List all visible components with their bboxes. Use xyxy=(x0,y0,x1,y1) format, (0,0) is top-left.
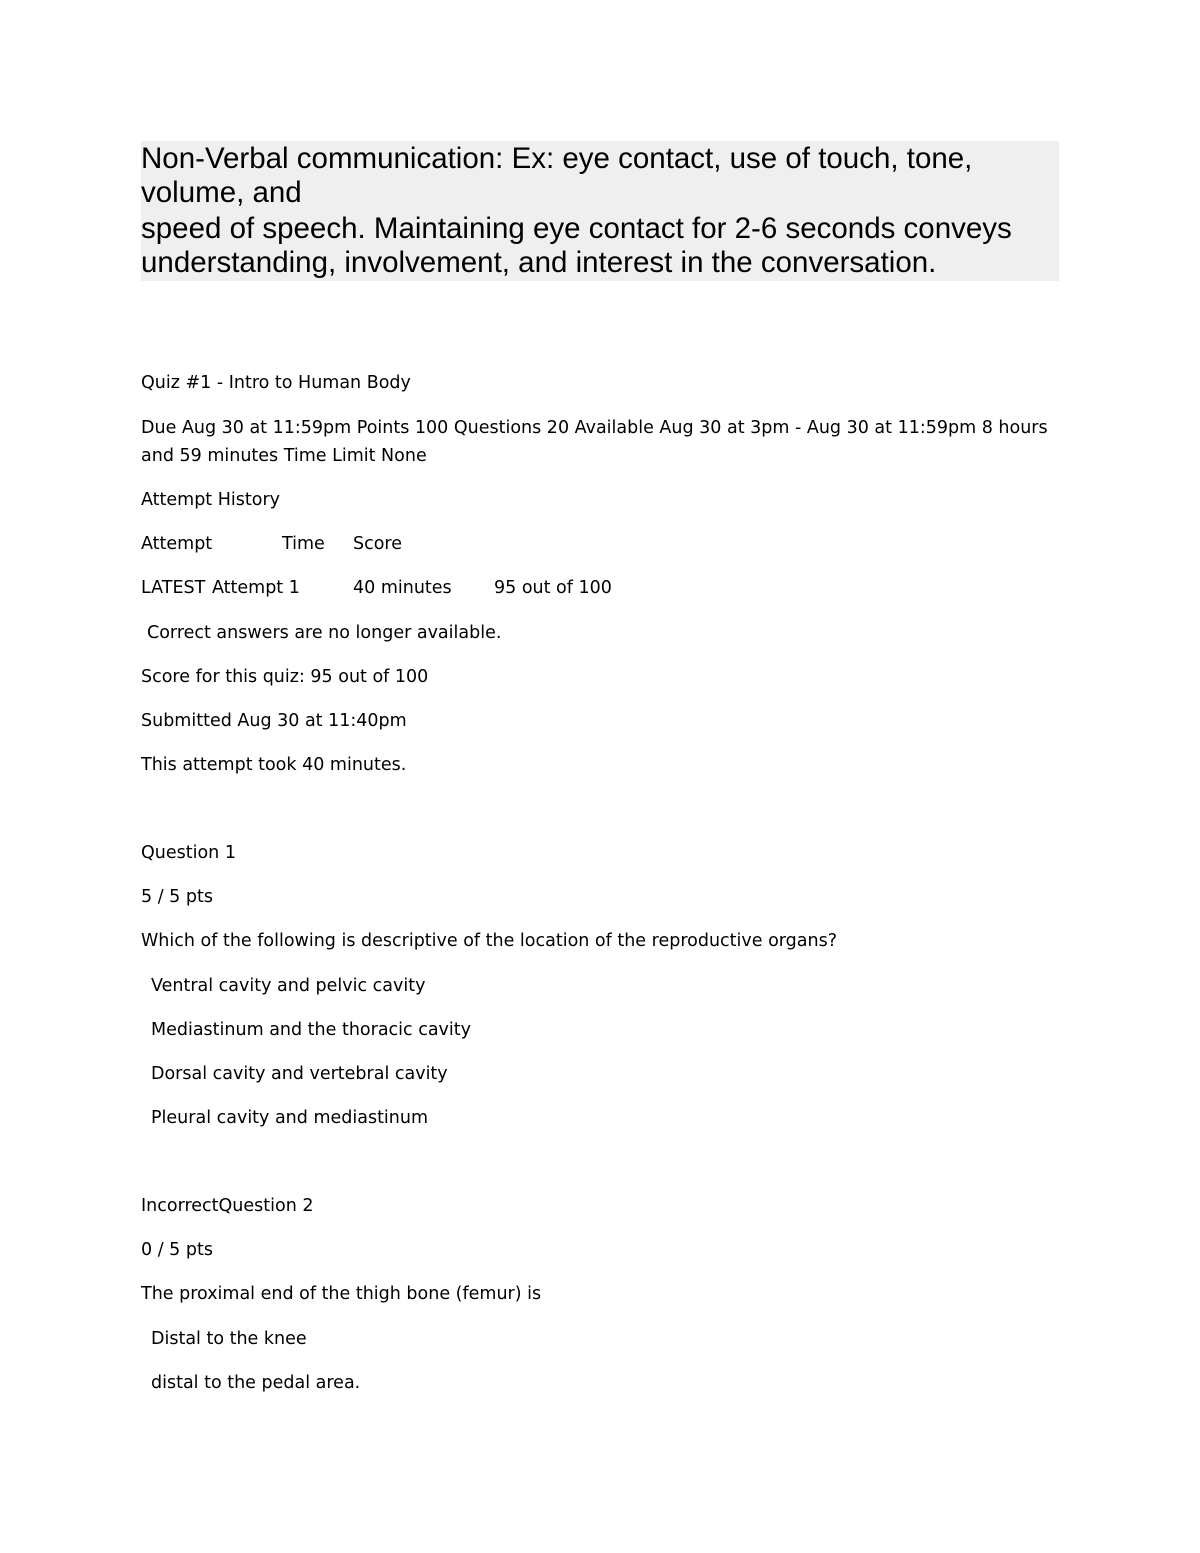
answer-option[interactable]: Distal to the knee xyxy=(151,1329,307,1349)
answer-option[interactable]: Dorsal cavity and vertebral cavity xyxy=(151,1064,448,1084)
highlight-line: volume, and xyxy=(141,176,302,209)
column-header-attempt: Attempt xyxy=(141,534,213,554)
highlight-line: speed of speech. Maintaining eye contact for 2-6 seconds conveys xyxy=(141,212,1012,245)
column-header-time: Time xyxy=(282,534,325,554)
question-title: IncorrectQuestion 2 xyxy=(141,1196,314,1216)
quiz-details-line: Due Aug 30 at 11:59pm Points 100 Questions 20 Available Aug 30 at 3pm - Aug 30 at 11:59pm 8 hours xyxy=(141,418,1048,438)
answers-note: Correct answers are no longer available. xyxy=(147,623,502,643)
answer-option[interactable]: Pleural cavity and mediastinum xyxy=(151,1108,429,1128)
column-header-score: Score xyxy=(353,534,403,554)
attempt-time: 40 minutes xyxy=(353,578,452,598)
attempt-duration: This attempt took 40 minutes. xyxy=(141,755,407,775)
quiz-title: Quiz #1 - Intro to Human Body xyxy=(141,373,411,393)
attempt-score: 95 out of 100 xyxy=(494,578,612,598)
answer-option[interactable]: distal to the pedal area. xyxy=(151,1373,361,1393)
question-prompt: Which of the following is descriptive of the location of the reproductive organs? xyxy=(141,931,837,951)
submitted-date: Submitted Aug 30 at 11:40pm xyxy=(141,711,407,731)
highlight-line: understanding, involvement, and interest in the conversation. xyxy=(141,246,937,279)
answer-option[interactable]: Mediastinum and the thoracic cavity xyxy=(151,1020,471,1040)
quiz-score: Score for this quiz: 95 out of 100 xyxy=(141,667,429,687)
attempt-link[interactable]: Attempt 1 xyxy=(212,578,300,598)
answer-option[interactable]: Ventral cavity and pelvic cavity xyxy=(151,976,426,996)
question-points: 5 / 5 pts xyxy=(141,887,213,907)
highlight-line: Non-Verbal communication: Ex: eye contact, use of touch, tone, xyxy=(141,142,973,175)
quiz-details-line: and 59 minutes Time Limit None xyxy=(141,446,427,466)
latest-badge: LATEST xyxy=(141,578,206,598)
question-prompt: The proximal end of the thigh bone (femur) is xyxy=(141,1284,542,1304)
attempt-history-heading: Attempt History xyxy=(141,490,280,510)
question-points: 0 / 5 pts xyxy=(141,1240,213,1260)
question-title: Question 1 xyxy=(141,843,236,863)
